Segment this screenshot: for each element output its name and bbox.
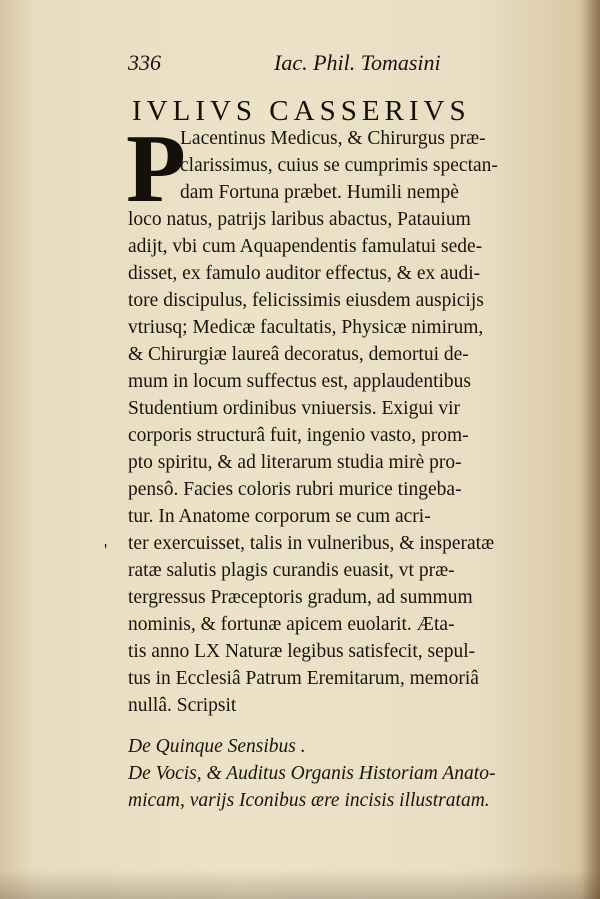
text-line: dam Fortuna præbet. Humili nempè [180,182,459,203]
text-line: nominis, & fortunæ apicem euolarit. Æta- [128,614,455,635]
text-line: tus in Ecclesiâ Patrum Eremitarum, memoriâ [128,668,479,689]
work-title: De Vocis, & Auditus Organis Historiam Anato- [128,763,496,784]
text-line: vtriusq; Medicæ facultatis, Physicæ nimirum, [128,317,484,338]
text-line: tore discipulus, felicissimis eiusdem auspicijs [128,290,484,311]
text-line: ter exercuisset, talis in vulneribus, & insperatæ [128,533,495,554]
text-line: tur. In Anatome corporum se cum acri- [128,506,431,527]
text-line: & Chirurgiæ laureâ decoratus, demortui de- [128,344,469,365]
section-title: IVLIVS CASSERIVS [132,95,471,127]
text-line: clarissimus, cuius se cumprimis spectan- [180,155,498,176]
text-line: disset, ex famulo auditor effectus, & ex audi- [128,263,481,284]
text-line: Lacentinus Medicus, & Chirurgus præ- [180,128,486,149]
page-spine-shadow [582,0,600,899]
text-line: tergressus Præceptoris gradum, ad summum [128,587,473,608]
text-line: loco natus, patrijs laribus abactus, Patauium [128,209,471,230]
text-line: adijt, vbi cum Aquapendentis famulatui sede- [128,236,483,257]
text-line: corporis structurâ fuit, ingenio vasto, prom- [128,425,469,446]
page-header [128,50,568,80]
text-line: tis anno LX Naturæ legibus satisfecit, sepul- [128,641,476,662]
running-head: Iac. Phil. Tomasini [274,50,441,75]
text-line: pto spiritu, & ad literarum studia mirè pro- [128,452,462,473]
page-bottom-shadow [0,869,600,899]
text-line: ratæ salutis plagis curandis euasit, vt præ- [128,560,455,581]
text-line: nullâ. Scripsit [128,695,237,716]
work-title: De Quinque Sensibus . [128,736,306,757]
text-line: pensô. Facies coloris rubri murice tingeba- [128,479,462,500]
drop-cap: P [126,115,186,223]
margin-mark: ' [104,540,108,560]
work-title: micam, varijs Iconibus ære incisis illustratam. [128,790,490,811]
page-number: 336 [128,50,161,75]
text-line: Studentium ordinibus vniuersis. Exigui vir [128,398,461,419]
text-line: mum in locum suffectus est, applaudentibus [128,371,472,392]
